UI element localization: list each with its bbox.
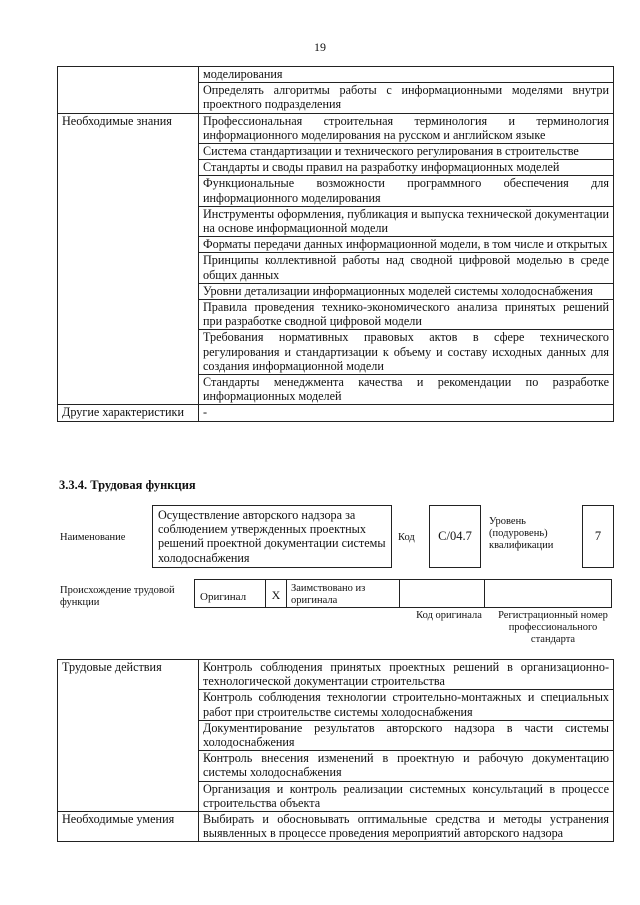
row-value: Определять алгоритмы работы с информационными моделями внутри проектного подразделения: [199, 83, 614, 113]
knowledge-item: Стандарты менеджмента качества и рекомендации по разработке информационных моделей: [199, 375, 614, 405]
labor-action-item: Организация и контроль реализации системных консультаций в процессе строительства объекта: [199, 781, 614, 811]
table-row: [58, 113, 614, 143]
row-label-required-knowledge: Необходимые знания: [58, 113, 199, 405]
table-row: [58, 67, 614, 83]
function-code-box: С/04.7: [429, 505, 481, 568]
labor-action-item: Контроль внесения изменений в проектную и рабочую документацию системы холодоснабжения: [199, 751, 614, 781]
labor-action-item: Документирование результатов авторского надзора в части системы холодоснабжения: [199, 720, 614, 750]
knowledge-item: Функциональные возможности программного обеспечения для информационного моделирования: [199, 176, 614, 206]
table-row: [58, 405, 614, 421]
labor-action-item: Контроль соблюдения технологии строительно-монтажных и специальных работ при строительстве системы холодоснабжения: [199, 690, 614, 720]
knowledge-item: Профессиональная строительная терминология и терминология информационного моделирования на русском и английском языке: [199, 113, 614, 143]
code-label: Код: [398, 532, 415, 543]
knowledge-item: Принципы коллективной работы над сводной цифровой моделью в среде общих данных: [199, 253, 614, 283]
origin-code-caption: Код оригинала: [416, 610, 482, 621]
section-title: 3.3.4. Трудовая функция: [59, 478, 196, 492]
qualification-level-label: Уровень (подуровень) квалификации: [489, 516, 554, 551]
name-label: Наименование: [60, 532, 126, 543]
row-label-other-characteristics: Другие характеристики: [58, 405, 199, 421]
table-row: [58, 660, 614, 690]
origin-label: Происхождение трудовой функции: [60, 585, 175, 608]
page-number: 19: [314, 40, 326, 54]
knowledge-item: Уровни детализации информационных моделей системы холодоснабжения: [199, 283, 614, 299]
row-value: моделирования: [199, 67, 614, 83]
table-row: [58, 812, 614, 842]
knowledge-item: Инструменты оформления, публикация и выпуска технической документации на основе информационной модели: [199, 206, 614, 236]
row-label: [58, 67, 199, 114]
labor-action-item: Контроль соблюдения принятых проектных решений в организационно-технологической документации строительства: [199, 660, 614, 690]
knowledge-item: Требования нормативных правовых актов в сфере технического регулирования и стандартизации к объему и составу исходных данных для создания информационной модели: [199, 330, 614, 375]
knowledge-item: Форматы передачи данных информационной модели, в том числе и открытых: [199, 237, 614, 253]
function-name-box: Осуществление авторского надзора за соблюдением утвержденных проектных решений проектной документации системы холодоснабжения: [152, 505, 392, 568]
knowledge-table: [57, 66, 614, 422]
knowledge-item: Система стандартизации и технического регулирования в строительстве: [199, 144, 614, 160]
original-mark: X: [265, 579, 287, 608]
row-value: -: [199, 405, 614, 421]
knowledge-item: Стандарты и своды правил на разработку информационных моделей: [199, 160, 614, 176]
row-label-labor-actions: Трудовые действия: [58, 660, 199, 812]
knowledge-item: Правила проведения технико-экономического анализа принятых решений при разработке сводной цифровой модели: [199, 300, 614, 330]
original-cell: Оригинал: [194, 579, 266, 608]
origin-row: [195, 579, 612, 608]
origin-code-cell: [399, 579, 485, 608]
borrowed-cell: Заимствовано из оригинала: [286, 579, 400, 608]
row-label-required-skills: Необходимые умения: [58, 812, 199, 842]
reg-number-cell: [484, 579, 612, 608]
qualification-level-box: 7: [582, 505, 614, 568]
reg-number-caption: Регистрационный номер профессионального стандарта: [498, 610, 608, 645]
skill-item: Выбирать и обосновывать оптимальные средства и методы устранения выявленных в процессе проведения мероприятий авторского надзора: [199, 812, 614, 842]
labor-actions-table: [57, 659, 614, 842]
